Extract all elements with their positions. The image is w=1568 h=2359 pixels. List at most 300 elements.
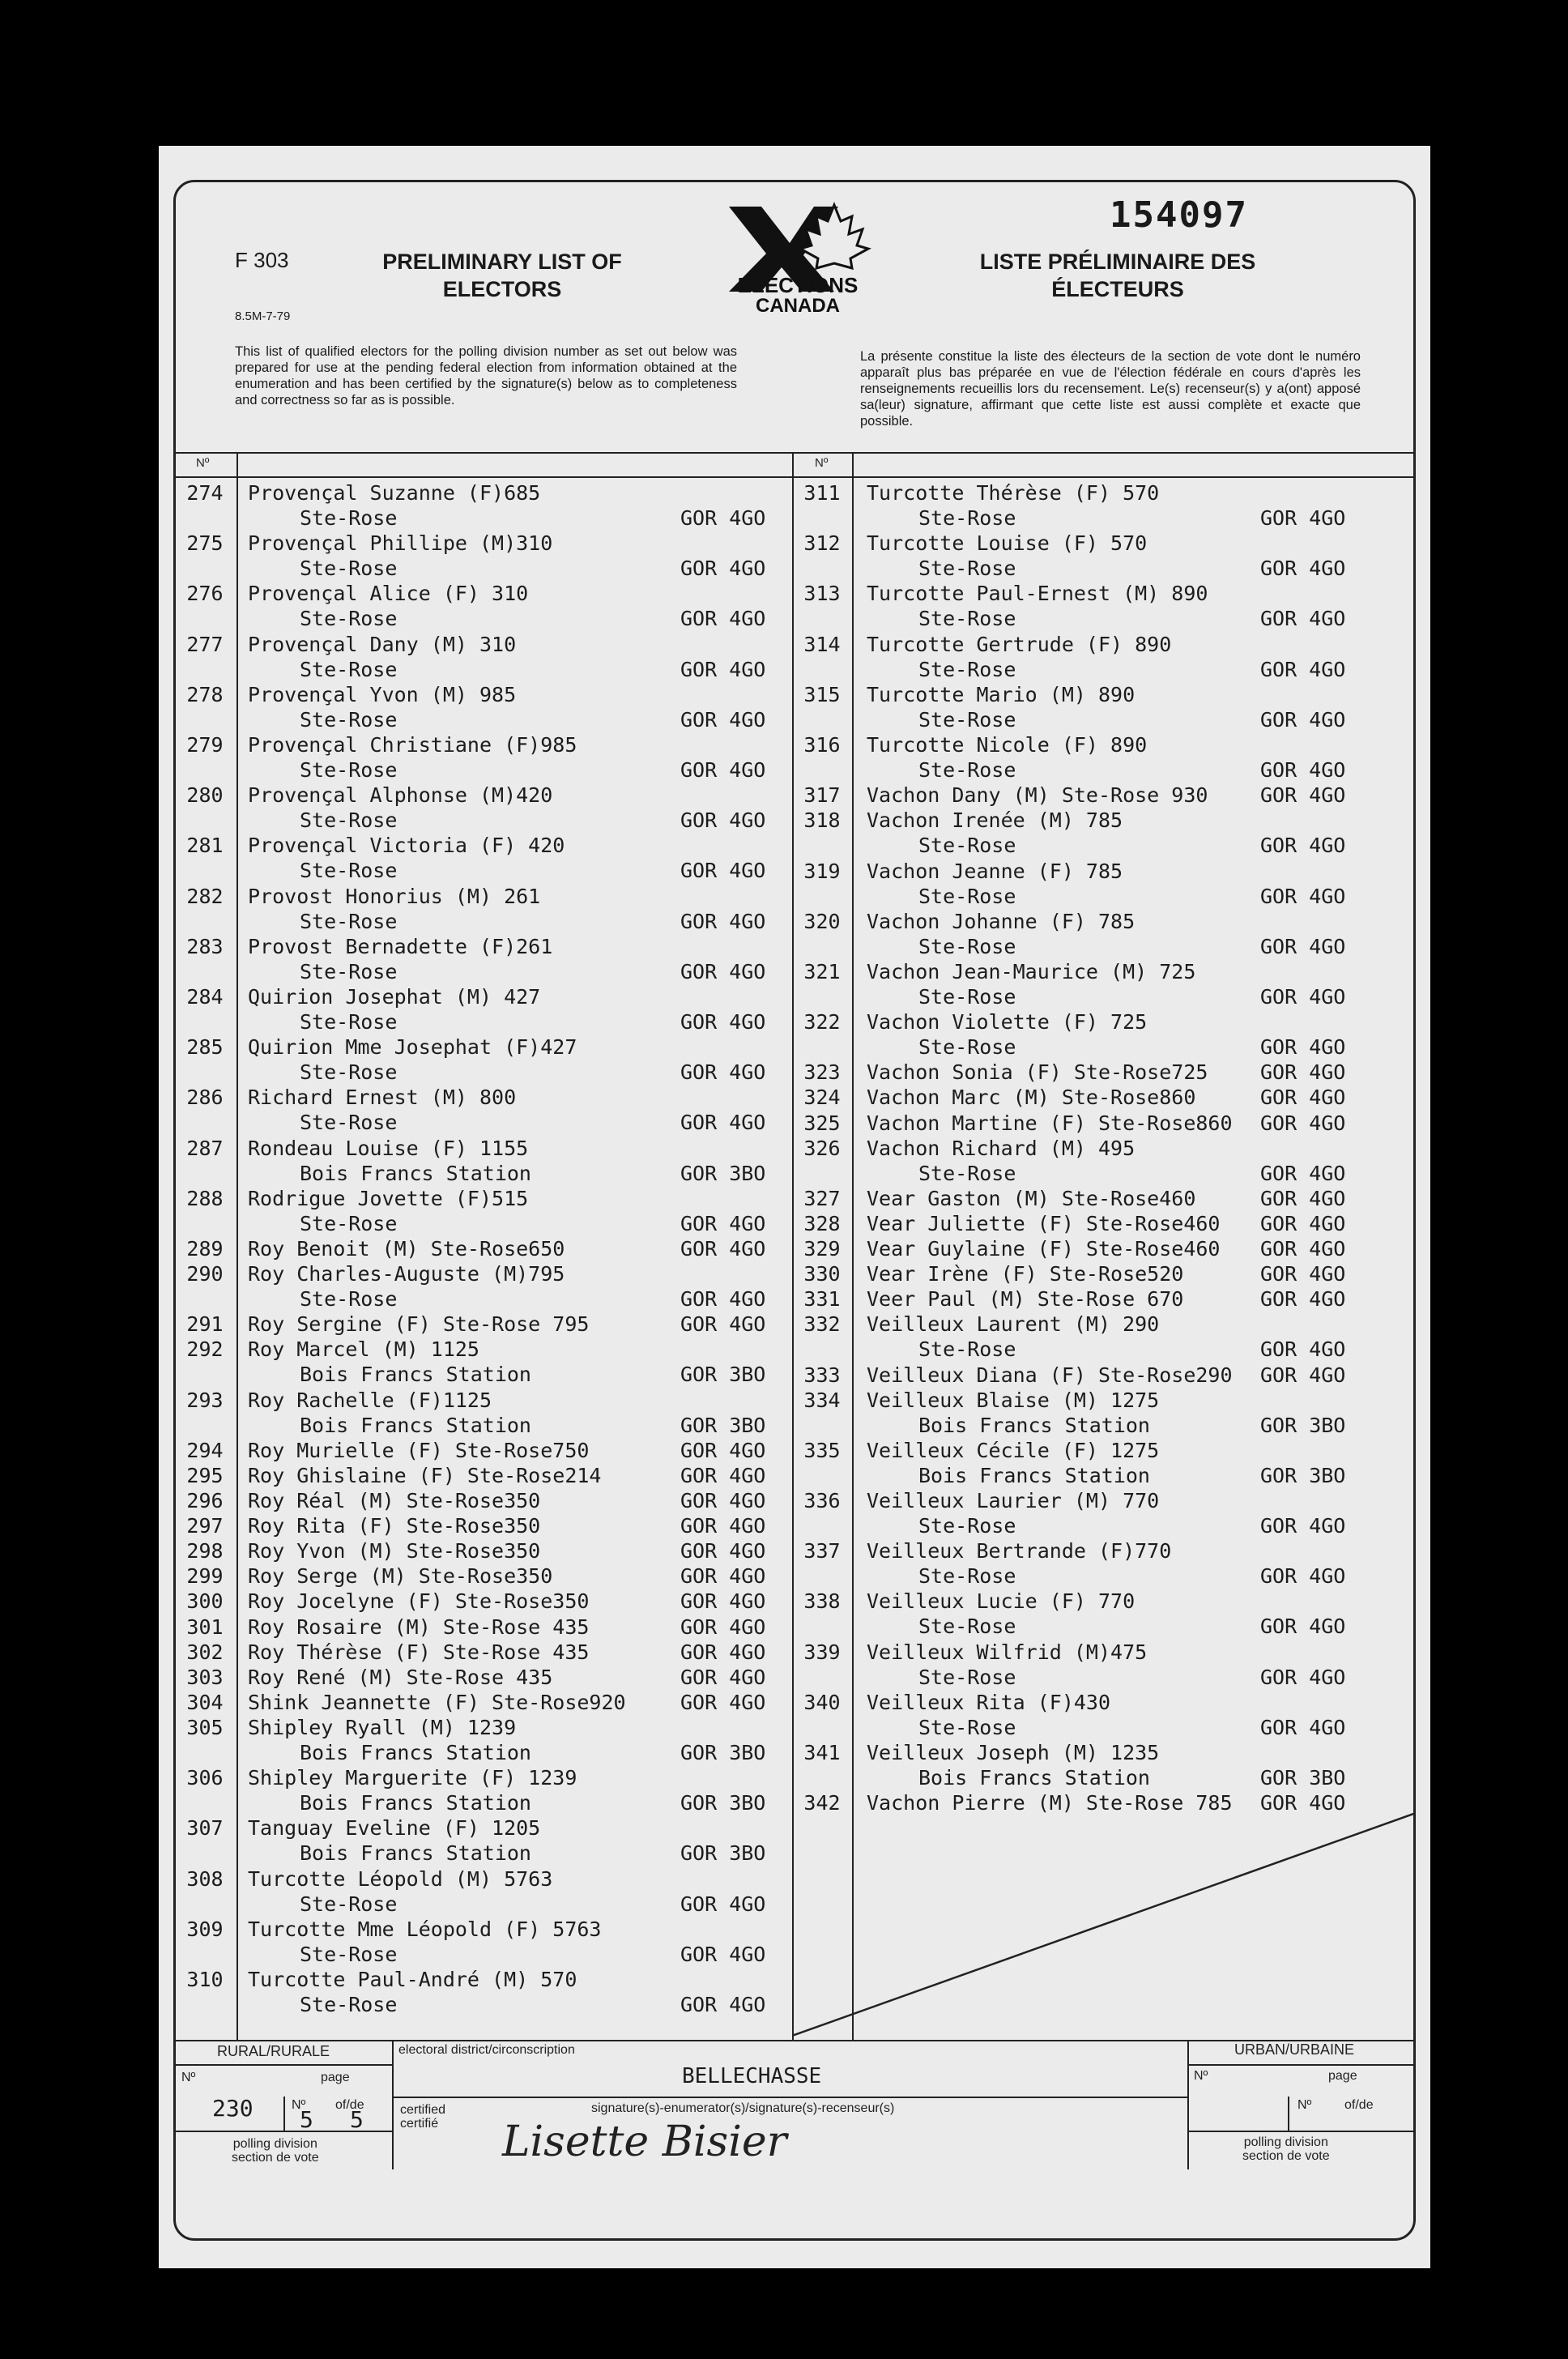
table-row xyxy=(173,860,1416,910)
elector-number: 294 xyxy=(186,1438,224,1462)
elector-address: Ste-Rose xyxy=(300,808,398,833)
form-date: 8.5M-7-79 xyxy=(235,309,291,323)
elector-number: 304 xyxy=(186,1690,224,1714)
elector-address: Ste-Rose xyxy=(300,607,398,631)
postal-code: GOR 3BO xyxy=(680,1740,766,1764)
elector-address: Ste-Rose xyxy=(918,1337,1016,1362)
elector-name: Vachon Richard (M) 495 xyxy=(867,1136,1136,1160)
rural-page-label: page xyxy=(321,2071,350,2084)
elector-address: Bois Francs Station xyxy=(918,1413,1150,1437)
table-row xyxy=(173,1312,1416,1363)
elector-number: 334 xyxy=(803,1388,841,1412)
elector-number: 295 xyxy=(186,1463,224,1487)
elector-address: Ste-Rose xyxy=(300,758,398,783)
postal-code: GOR 4GO xyxy=(1260,1111,1346,1135)
signature-label: signature(s)-enumerator(s)/signature(s)-recenseur(s) xyxy=(591,2101,895,2115)
elector-number: 340 xyxy=(803,1690,841,1714)
table-row xyxy=(173,808,1416,859)
elector-address: Ste-Rose xyxy=(918,984,1016,1009)
elector-name: Shipley Ryall (M) 1239 xyxy=(248,1715,517,1739)
elector-number: 315 xyxy=(803,682,841,706)
rural-header-rule xyxy=(173,2064,392,2066)
elector-name: Turcotte Paul-Ernest (M) 890 xyxy=(867,582,1208,606)
urban-polling-label xyxy=(1242,2135,1330,2163)
elector-number: 316 xyxy=(803,733,841,757)
postal-code: GOR 4GO xyxy=(1260,1715,1346,1739)
postal-code: GOR 4GO xyxy=(1260,1237,1346,1261)
postal-code: GOR 4GO xyxy=(680,1665,766,1689)
postal-code: GOR 4GO xyxy=(680,909,766,933)
elector-name: Turcotte Gertrude (F) 890 xyxy=(867,632,1172,656)
urban-page-no-label: Nº xyxy=(1297,2098,1312,2112)
elector-number: 333 xyxy=(803,1363,841,1387)
postal-code: GOR 4GO xyxy=(1260,1363,1346,1387)
postal-code: GOR 4GO xyxy=(1260,1564,1346,1589)
urban-bottom-rule xyxy=(1187,2131,1416,2132)
elector-number: 284 xyxy=(186,985,224,1009)
table-row xyxy=(173,1489,1416,1539)
postal-code: GOR 4GO xyxy=(1260,657,1346,681)
elector-number: 281 xyxy=(186,834,224,858)
elector-name: Rodrigue Jovette (F)515 xyxy=(248,1186,529,1210)
left-no-header: Nº xyxy=(196,456,210,470)
postal-code: GOR 4GO xyxy=(1260,1514,1346,1538)
elector-name: Vachon Jeanne (F) 785 xyxy=(867,859,1123,883)
elector-number: 319 xyxy=(803,859,841,883)
elector-number: 320 xyxy=(803,909,841,933)
table-row xyxy=(173,1539,1416,1589)
elector-number: 327 xyxy=(803,1186,841,1210)
elector-name: Turcotte Thérèse (F) 570 xyxy=(867,481,1160,505)
elector-name: Provençal Christiane (F)985 xyxy=(248,733,577,757)
postal-code: GOR 4GO xyxy=(680,557,766,581)
table-row xyxy=(173,1111,1416,1137)
rural-polling-label xyxy=(232,2137,319,2165)
title-fr-line1: LISTE PRÉLIMINAIRE DES xyxy=(979,250,1256,274)
elector-address: Bois Francs Station xyxy=(300,1413,531,1437)
elector-name: Vachon Martine (F) Ste-Rose860 xyxy=(867,1111,1233,1135)
elector-number: 282 xyxy=(186,884,224,908)
table-row xyxy=(173,783,1416,808)
elector-name: Tanguay Eveline (F) 1205 xyxy=(248,1816,541,1841)
postal-code: GOR 4GO xyxy=(1260,607,1346,631)
elector-address: Ste-Rose xyxy=(300,1060,398,1085)
elector-address: Ste-Rose xyxy=(918,884,1016,908)
table-row xyxy=(173,1212,1416,1237)
postal-code: GOR 3BO xyxy=(1260,1413,1346,1437)
elector-number: 314 xyxy=(803,632,841,656)
elector-address: Ste-Rose xyxy=(300,506,398,531)
elector-number: 302 xyxy=(186,1640,224,1664)
postal-code: GOR 4GO xyxy=(1260,1086,1346,1110)
table-top-rule xyxy=(173,452,1416,454)
table-row xyxy=(173,1262,1416,1287)
elector-address: Ste-Rose xyxy=(918,1161,1016,1185)
elector-name: Provençal Suzanne (F)685 xyxy=(248,481,541,505)
elector-name: Roy René (M) Ste-Rose 435 xyxy=(248,1665,553,1689)
district-rule xyxy=(392,2097,1187,2098)
elector-number: 296 xyxy=(186,1489,224,1512)
elector-name: Quirion Josephat (M) 427 xyxy=(248,985,541,1009)
elector-name: Turcotte Mario (M) 890 xyxy=(867,682,1136,706)
postal-code: GOR 4GO xyxy=(680,859,766,883)
elector-name: Vachon Johanne (F) 785 xyxy=(867,909,1136,933)
urban-of-label: of/de xyxy=(1344,2098,1374,2112)
form-number: F 303 xyxy=(235,248,289,272)
postal-code: GOR 3BO xyxy=(680,1791,766,1815)
elector-number: 313 xyxy=(803,582,841,606)
elector-number: 276 xyxy=(186,582,224,606)
elector-number: 332 xyxy=(803,1312,841,1337)
elector-number: 331 xyxy=(803,1287,841,1312)
closing-diagonal-line xyxy=(792,1813,1416,2040)
elector-number: 342 xyxy=(803,1791,841,1815)
elector-address: Bois Francs Station xyxy=(918,1766,1150,1790)
elector-name: Veilleux Blaise (M) 1275 xyxy=(867,1388,1160,1412)
elector-number: 318 xyxy=(803,808,841,833)
title-en-line2: ELECTORS xyxy=(442,277,562,301)
elector-name: Vachon Pierre (M) Ste-Rose 785 xyxy=(867,1791,1233,1815)
elector-name: Turcotte Mme Léopold (F) 5763 xyxy=(248,1917,602,1941)
rural-of-label: of/de xyxy=(335,2098,364,2112)
postal-code: GOR 4GO xyxy=(680,1992,766,2016)
elector-name: Turcotte Léopold (M) 5763 xyxy=(248,1866,553,1891)
postal-code: GOR 4GO xyxy=(1260,1035,1346,1060)
postal-code: GOR 4GO xyxy=(1260,1262,1346,1286)
postal-code: GOR 4GO xyxy=(680,1237,766,1261)
elector-name: Veilleux Joseph (M) 1235 xyxy=(867,1741,1160,1764)
elector-name: Provençal Dany (M) 310 xyxy=(248,632,517,656)
table-row xyxy=(173,1363,1416,1389)
title-french xyxy=(948,248,1288,303)
elector-number: 297 xyxy=(186,1514,224,1538)
postal-code: GOR 4GO xyxy=(1260,1615,1346,1639)
elector-name: Veilleux Laurent (M) 290 xyxy=(867,1312,1160,1337)
postal-code: GOR 4GO xyxy=(680,1111,766,1135)
elector-number: 326 xyxy=(803,1136,841,1160)
elector-name: Roy Ghislaine (F) Ste-Rose214 xyxy=(248,1463,602,1487)
elector-name: Vear Juliette (F) Ste-Rose460 xyxy=(867,1211,1221,1235)
elector-number: 285 xyxy=(186,1035,224,1060)
elector-name: Vachon Irenée (M) 785 xyxy=(867,808,1123,833)
rural-box-divider xyxy=(392,2040,394,2169)
postal-code: GOR 4GO xyxy=(680,707,766,732)
elector-name: Roy Rita (F) Ste-Rose350 xyxy=(248,1514,541,1538)
elector-name: Veilleux Wilfrid (M)475 xyxy=(867,1640,1148,1664)
elector-number: 289 xyxy=(186,1237,224,1261)
elector-address: Ste-Rose xyxy=(918,1615,1016,1639)
postal-code: GOR 4GO xyxy=(680,1564,766,1589)
postal-code: GOR 4GO xyxy=(680,607,766,631)
elector-name: Vachon Violette (F) 725 xyxy=(867,1010,1148,1034)
elector-number: 277 xyxy=(186,632,224,656)
elector-name: Roy Thérèse (F) Ste-Rose 435 xyxy=(248,1640,590,1664)
postal-code: GOR 4GO xyxy=(680,1312,766,1337)
postal-code: GOR 4GO xyxy=(680,1489,766,1512)
elector-number: 310 xyxy=(186,1967,224,1991)
table-header-rule xyxy=(173,476,1416,478)
elector-name: Veilleux Diana (F) Ste-Rose290 xyxy=(867,1363,1233,1387)
polling-division-number: 230 xyxy=(212,2095,254,2122)
table-row xyxy=(173,1741,1416,1791)
enumerator-signature: Lisette Bisier xyxy=(502,2118,787,2166)
table-row xyxy=(173,582,1416,632)
postal-code: GOR 4GO xyxy=(1260,1337,1346,1362)
elector-number: 312 xyxy=(803,531,841,556)
elector-name: Roy Réal (M) Ste-Rose350 xyxy=(248,1489,541,1512)
postal-code: GOR 4GO xyxy=(680,1640,766,1664)
intro-english: This list of qualified electors for the polling division number as set out below was prepared for use at the pending federal election from information obtained at the enumeration and has been certified by the signature(s) below as to completeness and correctness so far as is possible. xyxy=(235,344,737,407)
elector-number: 292 xyxy=(186,1337,224,1362)
elector-number: 287 xyxy=(186,1136,224,1160)
postal-code: GOR 4GO xyxy=(680,1010,766,1034)
urban-page-divider xyxy=(1288,2097,1289,2131)
elector-number: 290 xyxy=(186,1262,224,1286)
elector-number: 291 xyxy=(186,1312,224,1337)
elector-address: Ste-Rose xyxy=(300,657,398,681)
elector-name: Vachon Marc (M) Ste-Rose860 xyxy=(867,1086,1196,1110)
elector-name: Veilleux Lucie (F) 770 xyxy=(867,1589,1136,1614)
logo-word-canada: CANADA xyxy=(756,295,840,317)
page-number: 5 xyxy=(300,2106,313,2133)
elector-name: Roy Rachelle (F)1125 xyxy=(248,1388,492,1412)
elector-address: Bois Francs Station xyxy=(300,1791,531,1815)
elector-number: 322 xyxy=(803,1010,841,1034)
elector-number: 323 xyxy=(803,1060,841,1085)
postal-code: GOR 4GO xyxy=(680,959,766,983)
postal-code: GOR 4GO xyxy=(1260,1665,1346,1689)
elector-name: Roy Charles-Auguste (M)795 xyxy=(248,1262,565,1286)
elector-name: Veilleux Rita (F)430 xyxy=(867,1690,1111,1714)
elector-address: Ste-Rose xyxy=(918,506,1016,531)
elector-name: Provençal Victoria (F) 420 xyxy=(248,834,565,858)
elector-number: 325 xyxy=(803,1111,841,1135)
elector-address: Bois Francs Station xyxy=(300,1363,531,1387)
elector-address: Ste-Rose xyxy=(300,1892,398,1916)
elector-name: Roy Serge (M) Ste-Rose350 xyxy=(248,1564,553,1589)
postal-code: GOR 4GO xyxy=(680,1287,766,1312)
elector-number: 308 xyxy=(186,1866,224,1891)
elector-name: Turcotte Nicole (F) 890 xyxy=(867,733,1148,757)
table-row xyxy=(173,1439,1416,1489)
elector-name: Shink Jeannette (F) Ste-Rose920 xyxy=(248,1690,626,1714)
elector-address: Ste-Rose xyxy=(918,758,1016,783)
postal-code: GOR 4GO xyxy=(680,657,766,681)
elector-name: Vear Gaston (M) Ste-Rose460 xyxy=(867,1186,1196,1210)
serial-number: 154097 xyxy=(1110,194,1248,236)
elector-address: Ste-Rose xyxy=(918,707,1016,732)
elector-address: Ste-Rose xyxy=(300,1287,398,1312)
postal-code: GOR 4GO xyxy=(1260,1161,1346,1185)
elector-address: Ste-Rose xyxy=(918,557,1016,581)
elector-number: 317 xyxy=(803,783,841,808)
table-row xyxy=(173,1060,1416,1086)
elector-name: Roy Yvon (M) Ste-Rose350 xyxy=(248,1539,541,1563)
postal-code: GOR 4GO xyxy=(680,1438,766,1462)
table-row xyxy=(173,633,1416,683)
rural-label: RURAL/RURALE xyxy=(217,2043,330,2059)
elector-number: 324 xyxy=(803,1086,841,1110)
elector-address: Ste-Rose xyxy=(918,1514,1016,1538)
postal-code: GOR 4GO xyxy=(680,1942,766,1966)
elector-number: 306 xyxy=(186,1766,224,1790)
elector-number: 279 xyxy=(186,733,224,757)
elector-name: Provost Bernadette (F)261 xyxy=(248,934,553,958)
postal-code: GOR 4GO xyxy=(680,1060,766,1085)
rural-page-no-label: Nº xyxy=(292,2098,306,2112)
postal-code: GOR 3BO xyxy=(1260,1463,1346,1487)
elector-name: Provençal Phillipe (M)310 xyxy=(248,531,553,556)
urban-polling-en: polling division xyxy=(1243,2135,1328,2149)
elector-address: Bois Francs Station xyxy=(300,1841,531,1866)
district-label: electoral district/circonscription xyxy=(398,2043,575,2057)
postal-code: GOR 4GO xyxy=(680,1615,766,1639)
elector-name: Veilleux Cécile (F) 1275 xyxy=(867,1438,1160,1462)
elector-name: Richard Ernest (M) 800 xyxy=(248,1086,517,1110)
postal-code: GOR 4GO xyxy=(680,506,766,531)
table-row xyxy=(173,960,1416,1010)
elector-number: 288 xyxy=(186,1186,224,1210)
electors-table xyxy=(173,452,1416,2040)
urban-header-rule xyxy=(1187,2064,1416,2066)
elector-address: Ste-Rose xyxy=(918,1715,1016,1739)
elector-address: Ste-Rose xyxy=(300,909,398,933)
logo-word-elections: ELECTIONS xyxy=(737,273,859,297)
elector-name: Provençal Alphonse (M)420 xyxy=(248,783,553,808)
postal-code: GOR 3BO xyxy=(680,1363,766,1387)
elector-address: Ste-Rose xyxy=(918,657,1016,681)
table-row xyxy=(173,1287,1416,1312)
elector-name: Vear Irène (F) Ste-Rose520 xyxy=(867,1262,1184,1286)
elector-number: 303 xyxy=(186,1665,224,1689)
elector-name: Vachon Sonia (F) Ste-Rose725 xyxy=(867,1060,1208,1085)
elector-name: Turcotte Paul-André (M) 570 xyxy=(248,1967,577,1991)
elector-address: Ste-Rose xyxy=(300,959,398,983)
title-en-line1: PRELIMINARY LIST OF xyxy=(382,250,622,274)
elector-address: Ste-Rose xyxy=(300,557,398,581)
title-fr-line2: ÉLECTEURS xyxy=(1051,277,1184,301)
table-row xyxy=(173,1237,1416,1262)
elector-address: Ste-Rose xyxy=(300,1211,398,1235)
elector-name: Roy Sergine (F) Ste-Rose 795 xyxy=(248,1312,590,1337)
elector-number: 274 xyxy=(186,481,224,505)
rural-page-divider xyxy=(283,2097,285,2131)
postal-code: GOR 4GO xyxy=(1260,783,1346,808)
urban-no-label: Nº xyxy=(1194,2069,1208,2083)
elector-name: Roy Benoit (M) Ste-Rose650 xyxy=(248,1237,565,1261)
postal-code: GOR 4GO xyxy=(1260,506,1346,531)
elector-address: Ste-Rose xyxy=(918,1665,1016,1689)
elector-number: 341 xyxy=(803,1741,841,1764)
elector-address: Ste-Rose xyxy=(918,607,1016,631)
elector-number: 283 xyxy=(186,934,224,958)
certified-label xyxy=(400,2103,445,2131)
table-row xyxy=(173,1187,1416,1212)
page-total: 5 xyxy=(350,2106,364,2133)
postal-code: GOR 4GO xyxy=(1260,557,1346,581)
postal-code: GOR 4GO xyxy=(1260,984,1346,1009)
elector-address: Ste-Rose xyxy=(300,1992,398,2016)
postal-code: GOR 3BO xyxy=(1260,1766,1346,1790)
table-row xyxy=(173,733,1416,783)
elector-address: Bois Francs Station xyxy=(300,1161,531,1185)
elector-number: 329 xyxy=(803,1237,841,1261)
elector-number: 328 xyxy=(803,1211,841,1235)
postal-code: GOR 4GO xyxy=(680,1514,766,1538)
elector-address: Ste-Rose xyxy=(300,1010,398,1034)
urban-label: URBAN/URBAINE xyxy=(1234,2041,1355,2058)
table-row xyxy=(173,1589,1416,1640)
elector-number: 280 xyxy=(186,783,224,808)
elector-name: Roy Rosaire (M) Ste-Rose 435 xyxy=(248,1615,590,1639)
elector-number: 305 xyxy=(186,1715,224,1739)
elector-name: Provost Honorius (M) 261 xyxy=(248,884,541,908)
elector-address: Ste-Rose xyxy=(918,834,1016,858)
elector-number: 286 xyxy=(186,1086,224,1110)
elector-number: 321 xyxy=(803,959,841,983)
postal-code: GOR 4GO xyxy=(680,1211,766,1235)
elector-name: Vear Guylaine (F) Ste-Rose460 xyxy=(867,1237,1221,1261)
postal-code: GOR 4GO xyxy=(1260,1791,1346,1815)
elector-number: 275 xyxy=(186,531,224,556)
elector-name: Quirion Mme Josephat (F)427 xyxy=(248,1035,577,1060)
postal-code: GOR 4GO xyxy=(680,1690,766,1714)
elector-address: Bois Francs Station xyxy=(918,1463,1150,1487)
elector-number: 330 xyxy=(803,1262,841,1286)
urban-page-label: page xyxy=(1328,2069,1357,2083)
certified-fr: certifié xyxy=(400,2117,439,2131)
postal-code: GOR 4GO xyxy=(680,1892,766,1916)
elector-name: Veilleux Laurier (M) 770 xyxy=(867,1489,1160,1512)
postal-code: GOR 4GO xyxy=(1260,758,1346,783)
postal-code: GOR 3BO xyxy=(680,1161,766,1185)
footer-top-rule xyxy=(173,2040,1416,2041)
table-row xyxy=(173,910,1416,960)
table-row xyxy=(173,531,1416,582)
postal-code: GOR 4GO xyxy=(680,1463,766,1487)
elector-number: 336 xyxy=(803,1489,841,1512)
elector-number: 311 xyxy=(803,481,841,505)
elector-address: Ste-Rose xyxy=(300,707,398,732)
right-no-header: Nº xyxy=(815,456,829,470)
postal-code: GOR 4GO xyxy=(1260,834,1346,858)
postal-code: GOR 4GO xyxy=(680,1539,766,1563)
elector-address: Ste-Rose xyxy=(300,1942,398,1966)
elector-name: Provençal Alice (F) 310 xyxy=(248,582,529,606)
elector-address: Bois Francs Station xyxy=(300,1740,531,1764)
table-row xyxy=(173,1086,1416,1111)
postal-code: GOR 3BO xyxy=(680,1841,766,1866)
elector-name: Shipley Marguerite (F) 1239 xyxy=(248,1766,577,1790)
elector-number: 299 xyxy=(186,1564,224,1589)
postal-code: GOR 4GO xyxy=(1260,934,1346,958)
elector-name: Roy Murielle (F) Ste-Rose750 xyxy=(248,1438,590,1462)
elector-number: 309 xyxy=(186,1917,224,1941)
elector-number: 337 xyxy=(803,1539,841,1563)
urban-polling-fr: section de vote xyxy=(1242,2149,1330,2163)
postal-code: GOR 4GO xyxy=(680,1589,766,1614)
table-row xyxy=(173,1137,1416,1187)
elector-name: Veilleux Bertrande (F)770 xyxy=(867,1539,1172,1563)
postal-code: GOR 4GO xyxy=(1260,1287,1346,1312)
elections-canada-logo xyxy=(713,198,883,320)
elector-name: Vachon Jean-Maurice (M) 725 xyxy=(867,959,1196,983)
elector-number: 301 xyxy=(186,1615,224,1639)
elector-name: Vachon Dany (M) Ste-Rose 930 xyxy=(867,783,1208,808)
elector-name: Roy Marcel (M) 1125 xyxy=(248,1337,479,1362)
elector-address: Ste-Rose xyxy=(918,1035,1016,1060)
postal-code: GOR 4GO xyxy=(1260,1186,1346,1210)
